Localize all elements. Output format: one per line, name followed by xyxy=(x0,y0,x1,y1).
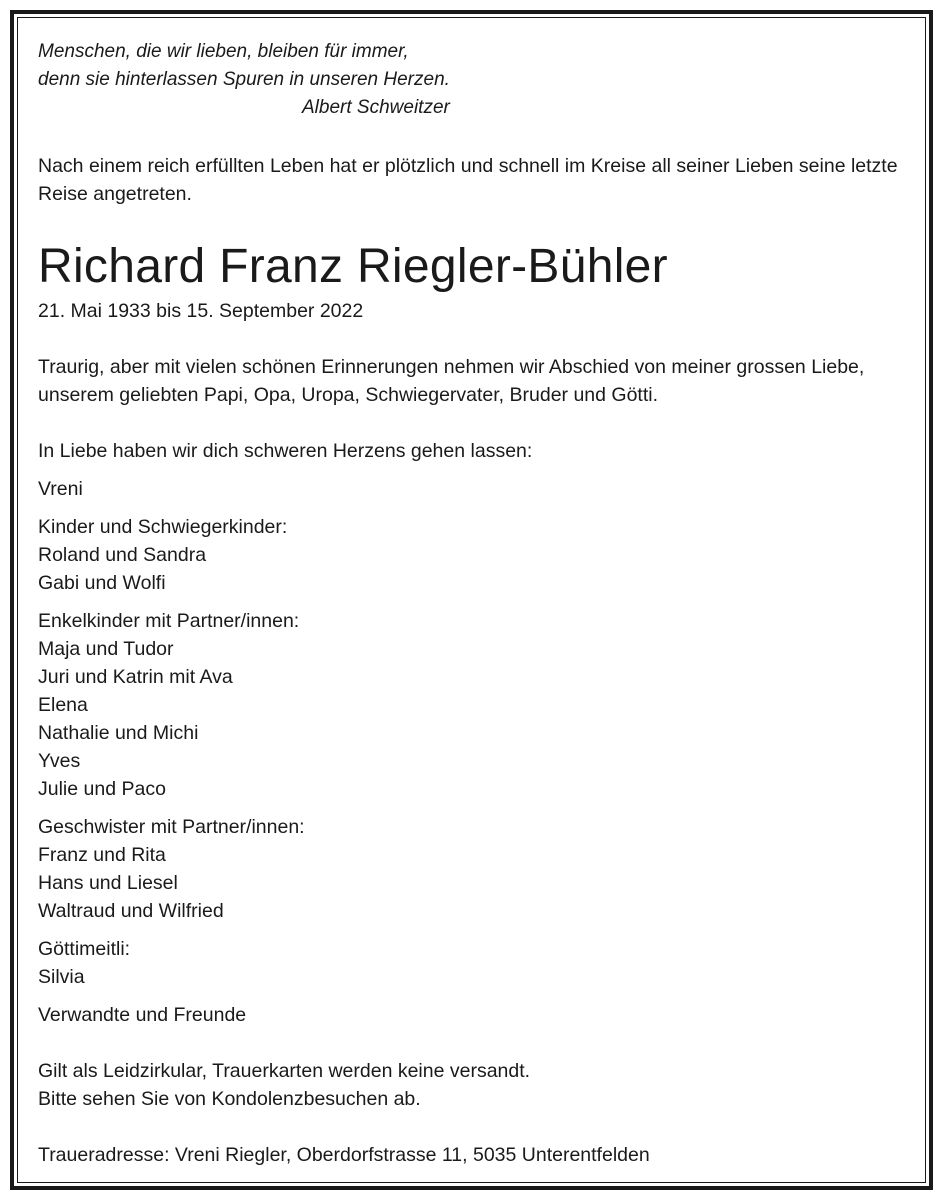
group-member: Waltraud und Wilfried xyxy=(38,900,224,922)
mourners-intro: In Liebe haben wir dich schweren Herzens gehen lassen: xyxy=(38,440,533,462)
mourner-group-grandchildren xyxy=(38,607,908,803)
group-member: Roland und Sandra xyxy=(38,544,207,566)
deceased-name: Richard Franz Riegler-Bühler xyxy=(38,240,668,293)
group-member: Nathalie und Michi xyxy=(38,722,199,744)
life-dates: 21. Mai 1933 bis 15. September 2022 xyxy=(38,300,364,322)
group-member: Maja und Tudor xyxy=(38,638,174,660)
closing-line: Bitte sehen Sie von Kondolenzbesuchen ab. xyxy=(38,1088,421,1110)
group-title: Geschwister mit Partner/innen: xyxy=(38,816,305,838)
group-title: Göttimeitli: xyxy=(38,938,131,960)
group-title: Kinder und Schwiegerkinder: xyxy=(38,516,288,538)
group-member: Franz und Rita xyxy=(38,844,166,866)
group-member: Hans und Liesel xyxy=(38,872,178,894)
group-member: Yves xyxy=(38,750,81,772)
obituary-content xyxy=(38,38,908,1169)
mourner-group-relatives xyxy=(38,1001,908,1029)
closing-notes xyxy=(38,1057,908,1113)
group-title: Verwandte und Freunde xyxy=(38,1004,247,1026)
group-title: Enkelkinder mit Partner/innen: xyxy=(38,610,300,632)
mourning-address: Traueradresse: Vreni Riegler, Oberdorfstrasse 11, 5035 Unterentfelden xyxy=(38,1144,650,1166)
group-member: Julie und Paco xyxy=(38,778,166,800)
mourner-group-goddaughter xyxy=(38,935,908,991)
quote-author: Albert Schweitzer xyxy=(302,97,450,118)
closing-line: Gilt als Leidzirkular, Trauerkarten werden keine versandt. xyxy=(38,1060,531,1082)
group-member: Juri und Katrin mit Ava xyxy=(38,666,233,688)
intro-text: Nach einem reich erfüllten Leben hat er plötzlich und schnell im Kreise all seiner Lieben seine letzte Reise angetreten. xyxy=(38,155,898,205)
mourner-group-siblings xyxy=(38,813,908,925)
quote-line: denn sie hinterlassen Spuren in unseren Herzen. xyxy=(38,69,450,90)
mourner-group-children xyxy=(38,513,908,597)
quote-block xyxy=(38,38,908,122)
group-member: Elena xyxy=(38,694,88,716)
farewell-text: Traurig, aber mit vielen schönen Erinnerungen nehmen wir Abschied von meiner grossen Liebe, unserem geliebten Papi, Opa, Uropa, Schwiegervater, Bruder und Götti. xyxy=(38,356,865,406)
mourner-group-spouse xyxy=(38,475,908,503)
quote-line: Menschen, die wir lieben, bleiben für immer, xyxy=(38,41,409,62)
group-member: Gabi und Wolfi xyxy=(38,572,166,594)
group-title: Vreni xyxy=(38,478,83,500)
group-member: Silvia xyxy=(38,966,85,988)
